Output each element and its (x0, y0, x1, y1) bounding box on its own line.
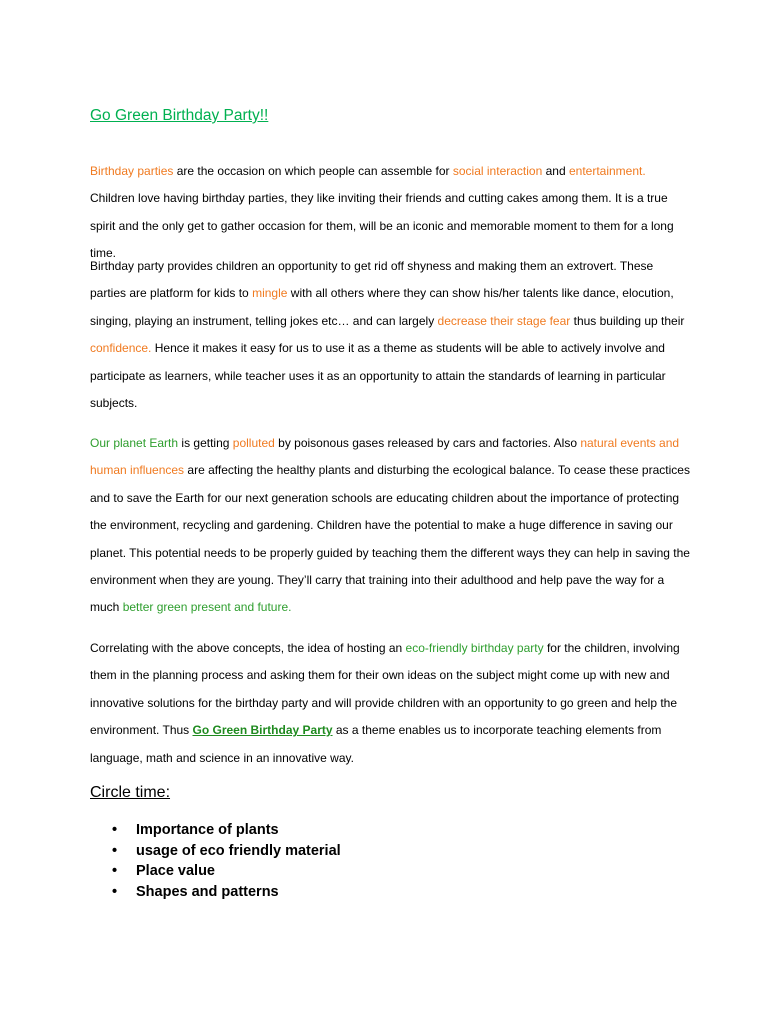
highlight-stage-fear: decrease their stage fear (437, 313, 571, 328)
highlight-green-future: better green present and future. (122, 600, 292, 615)
paragraph-text: and (542, 164, 569, 178)
paragraph-text: Birthday party provides children an opportunity to get rid off shyness and making them an extrovert. These parties are platform for kids to (90, 259, 654, 301)
paragraph-text: are the occasion on which people can assemble for (173, 164, 453, 178)
paragraph-environment (90, 430, 690, 622)
paragraph-text: with all others where they can show his/her talents like dance, elocution, singing, playing an instrument, telling jokes etc… and can largely (90, 286, 674, 328)
highlight-mingle: mingle (252, 286, 288, 301)
list-item (110, 861, 341, 882)
paragraph-text: by poisonous gases released by cars and factories. Also (274, 436, 581, 450)
circle-time-heading: Circle time: (90, 784, 171, 801)
list-item-text: Place value (136, 863, 215, 879)
list-item-text: Shapes and patterns (136, 883, 279, 900)
bullet-icon: • (112, 883, 118, 900)
circle-time-list (110, 820, 341, 902)
highlight-polluted: polluted (232, 436, 275, 450)
list-item (110, 820, 341, 841)
paragraph-text: is getting (178, 436, 233, 450)
paragraph-text: thus building up their (570, 313, 685, 328)
bullet-icon: • (112, 863, 118, 879)
paragraph-text: Hence it makes it easy for us to use it as a theme as students will be able to actively involve and participate as learners, while teacher uses it as an opportunity to attain the standards of learning in particular subjects. (90, 341, 666, 411)
highlight-confidence: confidence. (90, 341, 152, 356)
highlight-natural-events: natural events and human influences (90, 436, 680, 478)
document-title: Go Green Birthday Party!! (90, 107, 269, 124)
list-item (110, 882, 341, 903)
paragraph-intro (90, 158, 690, 268)
bullet-icon: • (112, 822, 118, 838)
paragraph-text: Children love having birthday parties, they like inviting their friends and cutting cakes among them. It is a true spirit and the only get to gather occasion for them, will be an iconic and memorable moment to them for a long time. (90, 191, 674, 261)
highlight-theme-name: Go Green Birthday Party (192, 723, 333, 738)
list-item (110, 841, 341, 862)
list-item-text: Importance of plants (136, 822, 279, 838)
highlight-eco-friendly: eco-friendly birthday party (405, 641, 544, 655)
highlight-planet-earth: Our planet Earth (90, 436, 179, 450)
bullet-icon: • (112, 842, 118, 859)
paragraph-text: Correlating with the above concepts, the idea of hosting an (90, 641, 406, 655)
highlight-social-interaction: social interaction (452, 164, 543, 178)
list-item-text: usage of eco friendly material (136, 842, 341, 859)
paragraph-concept (90, 635, 690, 772)
paragraph-text: are affecting the healthy plants and disturbing the ecological balance. To cease these practices and to save the Earth for our next generation schools are educating children about the importance of protecting the environment, recycling and gardening. Children have the potential to make a huge difference in saving our planet. This potential needs to be properly guided by teaching them the different ways they can help in saving the environment when they are young. They’ll carry that training into their adulthood and help pave the way for a much (90, 463, 690, 615)
paragraph-benefits (90, 253, 690, 417)
paragraph-text: for the children, involving them in the planning process and asking them for their own ideas on the subject might come up with new and innovative solutions for the birthday party and will provide children with an opportunity to go green and help the environment. Thus (90, 641, 680, 738)
paragraph-text: as a theme enables us to incorporate teaching elements from language, math and science in an innovative way. (90, 723, 662, 765)
highlight-birthday-parties: Birthday parties (90, 164, 174, 178)
highlight-entertainment: entertainment. (568, 164, 646, 178)
